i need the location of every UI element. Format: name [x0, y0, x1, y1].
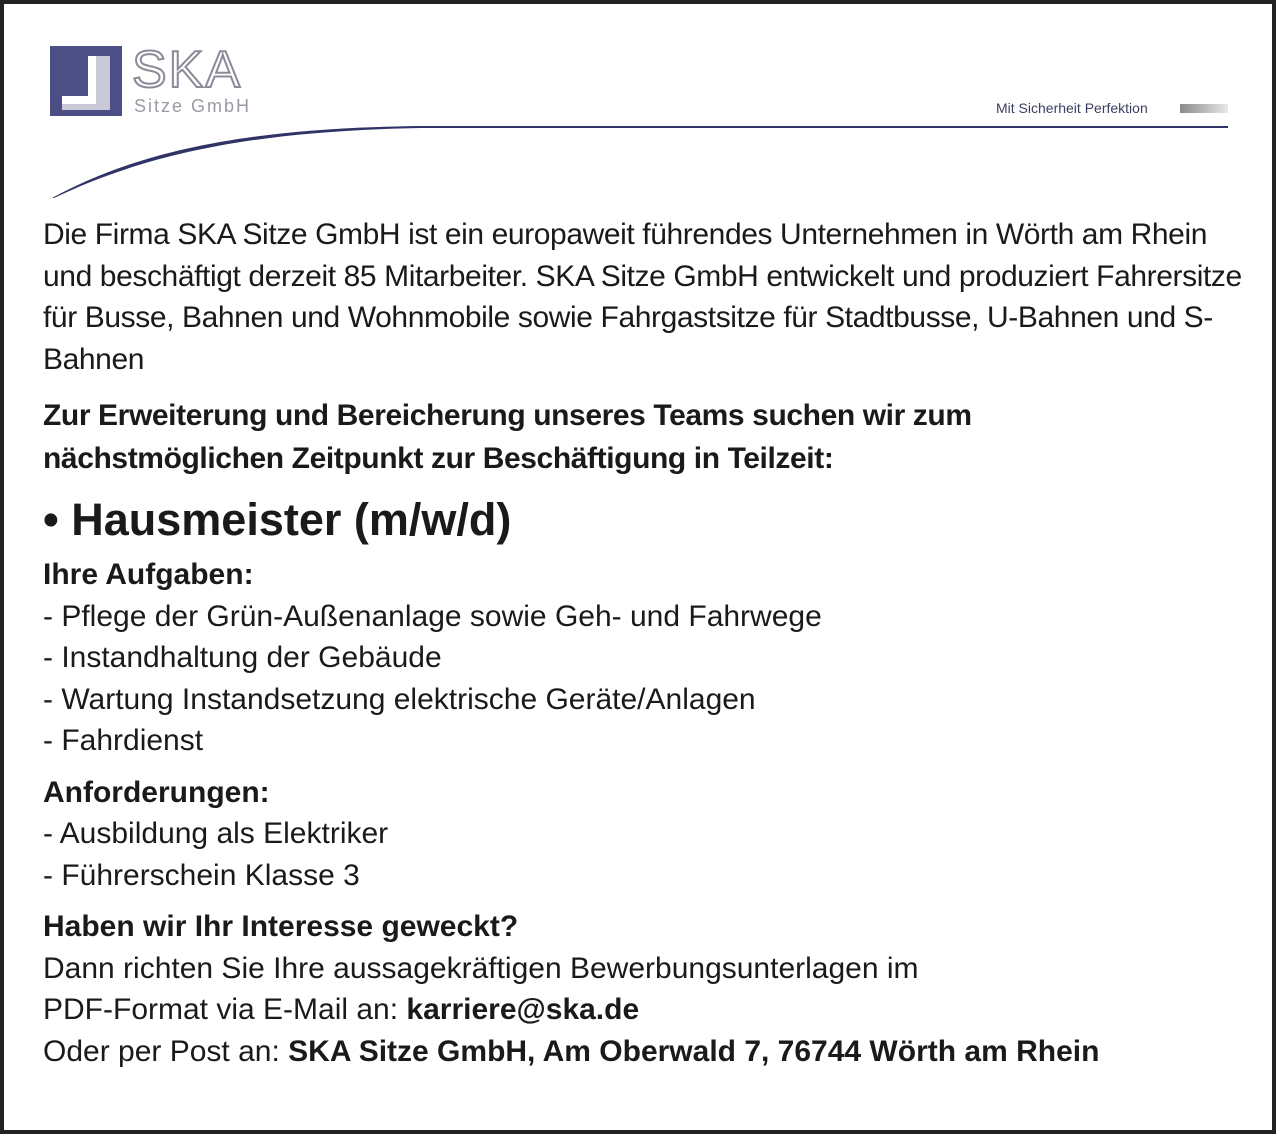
contact-line-2 [43, 989, 1243, 1031]
postal-address: SKA Sitze GmbH, Am Oberwald 7, 76744 Wörth am Rhein [288, 1034, 1100, 1068]
contact-line-1: Dann richten Sie Ihre aussagekräftigen Bewerbungsunterlagen im [43, 951, 919, 985]
email-link[interactable]: karriere@ska.de [406, 993, 640, 1026]
lead-line-1: Zur Erweiterung und Bereicherung unseres Teams suchen wir zum [43, 399, 972, 432]
task-item: - Fahrdienst [43, 724, 204, 757]
lead-text [43, 394, 1243, 480]
tasks-heading: Ihre Aufgaben: [43, 558, 254, 591]
lead-line-2: nächstmöglichen Zeitpunkt zur Beschäftigung in Teilzeit: [43, 442, 834, 475]
requirement-item: - Führerschein Klasse 3 [43, 858, 360, 892]
company-intro: Die Firma SKA Sitze GmbH ist ein europaweit führendes Unternehmen in Wörth am Rhein und beschäftigt derzeit 85 Mitarbeiter. SKA Sitze GmbH entwickelt und produziert Fahrersitze für Busse, Bahnen und Wohnmobile sowie Fahrgastsitze für Stadtbusse, U-Bahnen und S-Bahnen [43, 218, 1242, 376]
requirement-item: - Ausbildung als Elektriker [43, 817, 389, 850]
logo-wordmark: SKA [132, 41, 243, 99]
contact-section [43, 906, 1243, 1072]
task-item: - Pflege der Grün-Außenanlage sowie Geh- und Fahrwege [43, 599, 822, 633]
requirements-section [43, 772, 1243, 897]
ad-content [43, 214, 1243, 1072]
email-prefix: PDF-Format via E-Mail an: [43, 993, 407, 1026]
contact-line-3 [43, 1031, 1243, 1073]
task-item: - Wartung Instandsetzung elektrische Geräte/Anlagen [43, 682, 756, 716]
slogan: Mit Sicherheit Perfektion [996, 100, 1148, 116]
requirements-heading: Anforderungen: [43, 775, 270, 809]
job-title: • Hausmeister (m/w/d) [43, 494, 512, 545]
tasks-section [43, 554, 1243, 762]
task-item: - Instandhaltung der Gebäude [43, 641, 442, 674]
header-swoosh [0, 0, 1276, 210]
address-prefix: Oder per Post an: [43, 1034, 289, 1068]
contact-heading: Haben wir Ihr Interesse geweckt? [43, 910, 519, 943]
logo-subtitle: Sitze GmbH [134, 96, 252, 116]
